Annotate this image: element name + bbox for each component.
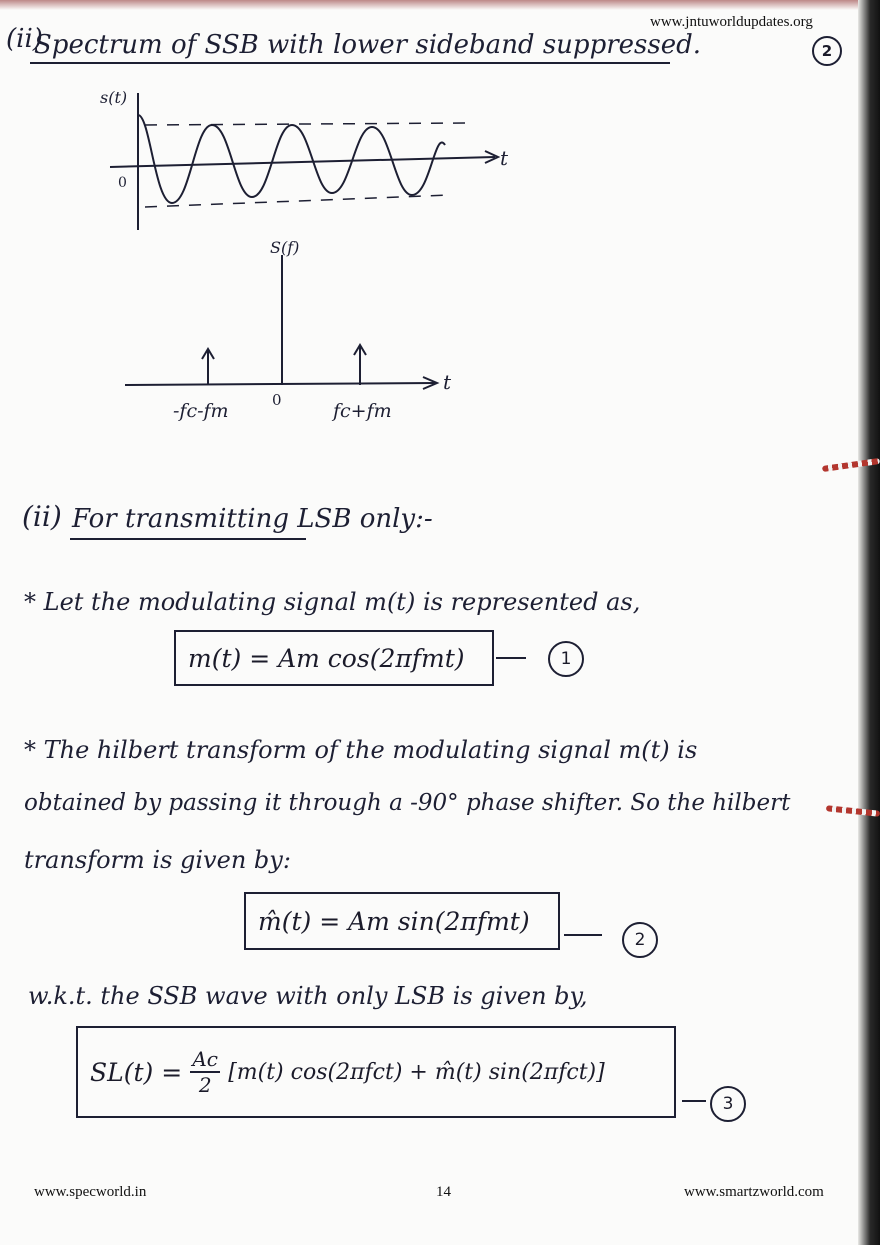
section-number: (ii) bbox=[6, 24, 43, 54]
section-title: For transmitting LSB only:- bbox=[72, 504, 433, 534]
right-impulse-label: fc+fm bbox=[333, 400, 392, 422]
y-axis-label: s(t) bbox=[100, 88, 128, 107]
equation-box bbox=[174, 630, 494, 686]
footer-left-url: www.specworld.in bbox=[34, 1184, 147, 1200]
equation-rhs: [m(t) cos(2πfct) + m̂(t) sin(2πfct)] bbox=[228, 1059, 605, 1085]
header-url: www.jntuworldupdates.org bbox=[650, 14, 813, 30]
paragraph-line: w.k.t. the SSB wave with only LSB is given by, bbox=[28, 982, 588, 1010]
paragraph-line: transform is given by: bbox=[24, 846, 291, 874]
footer-right-url: www.smartzworld.com bbox=[684, 1184, 824, 1200]
title-underline bbox=[30, 62, 670, 64]
notebook-binding-edge bbox=[858, 0, 880, 1245]
x-axis bbox=[125, 383, 435, 385]
origin-label: 0 bbox=[118, 175, 127, 191]
x-axis-label: t bbox=[443, 370, 452, 394]
frequency-domain-plot bbox=[115, 235, 475, 430]
upper-envelope bbox=[145, 123, 470, 125]
equation-number: 1 bbox=[548, 641, 584, 677]
left-impulse-label: -fc-fm bbox=[173, 400, 229, 422]
time-domain-plot bbox=[100, 85, 520, 235]
x-axis-label: t bbox=[500, 146, 509, 170]
fraction-denominator: 2 bbox=[190, 1071, 220, 1097]
page-mark: 2 bbox=[812, 36, 842, 66]
lower-envelope bbox=[145, 195, 450, 207]
equation-box bbox=[76, 1026, 676, 1118]
equation-dash bbox=[564, 934, 602, 936]
equation: m(t) = Am cos(2πfmt) bbox=[188, 643, 465, 673]
origin-label: 0 bbox=[272, 391, 282, 409]
equation-box bbox=[244, 892, 560, 950]
equation-number: 3 bbox=[710, 1086, 746, 1122]
page-top-edge bbox=[0, 0, 880, 10]
x-axis bbox=[110, 157, 495, 167]
paragraph-line: * Let the modulating signal m(t) is represented as, bbox=[24, 588, 641, 616]
section-title: Spectrum of SSB with lower sideband suppressed. bbox=[34, 30, 702, 60]
y-axis-label: S(f) bbox=[270, 238, 300, 257]
equation: m̂(t) = Am sin(2πfmt) bbox=[258, 906, 530, 936]
page-number: 14 bbox=[436, 1184, 451, 1200]
fraction-numerator: Ac bbox=[192, 1047, 219, 1071]
section-number: (ii) bbox=[22, 500, 62, 533]
title-underline bbox=[70, 538, 306, 540]
fraction bbox=[190, 1047, 220, 1097]
paragraph-line: * The hilbert transform of the modulating signal m(t) is bbox=[24, 736, 698, 764]
equation-dash bbox=[496, 657, 526, 659]
paragraph-line: obtained by passing it through a -90° phase shifter. So the hilbert bbox=[24, 790, 791, 816]
equation-number: 2 bbox=[622, 922, 658, 958]
equation-lhs: SL(t) = bbox=[90, 1057, 183, 1087]
equation-dash bbox=[682, 1100, 706, 1102]
